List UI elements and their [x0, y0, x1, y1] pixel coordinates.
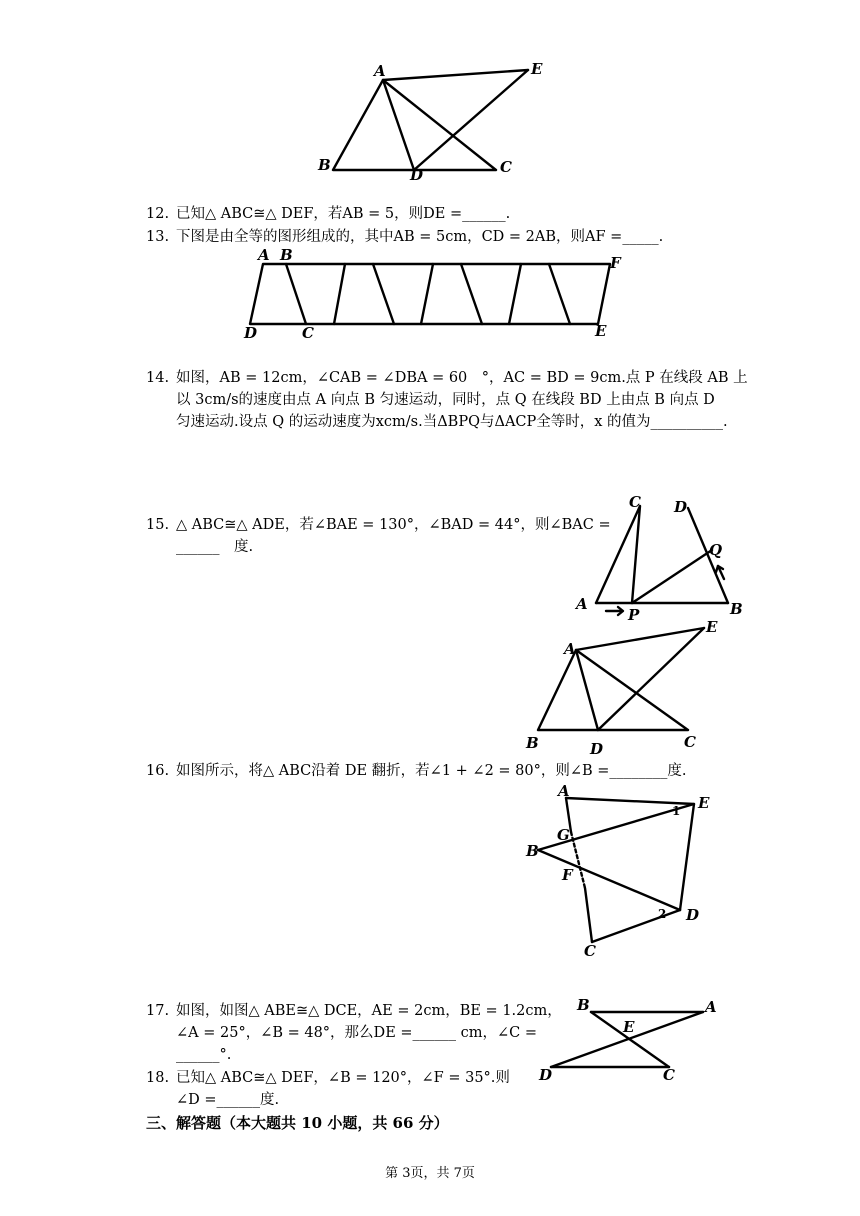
- label-e: E: [623, 1018, 635, 1036]
- page-footer: 第 3页，共 7页: [385, 1166, 475, 1181]
- label-d: D: [539, 1066, 553, 1084]
- question-text: 如图所示，将△ ABC沿着 DE 翻折，若∠1 + ∠2 = 80°，则∠B =________度.: [176, 763, 687, 779]
- segment-ed: [414, 70, 528, 170]
- figure-13-parallelograms: [240, 246, 621, 342]
- question-line: ______°.: [176, 1047, 232, 1063]
- question-text: 已知△ ABC≅△ DEF，若AB = 5，则DE =______.: [176, 206, 511, 222]
- label-d: D: [674, 498, 688, 516]
- question-number: 15.: [146, 517, 170, 533]
- question-line: △ ABC≅△ ADE，若∠BAE = 130°，∠BAD = 44°，则∠BAC =: [176, 517, 611, 533]
- label-d: D: [410, 166, 424, 184]
- figure-17: [535, 994, 725, 1086]
- dashed-gf: [571, 832, 585, 888]
- segment-ed: [680, 804, 694, 910]
- label-f: F: [610, 254, 621, 272]
- label-c: C: [302, 324, 314, 342]
- label-b: B: [526, 842, 539, 860]
- section-heading: 三、解答题（本大题共 10 小题，共 66 分）: [146, 1114, 449, 1132]
- question-13: [146, 226, 663, 248]
- figure-15: [520, 616, 725, 758]
- figure-16-fold: [520, 780, 720, 965]
- label-b: B: [318, 156, 331, 174]
- triangle-abc: [538, 650, 688, 730]
- label-c: C: [500, 158, 512, 176]
- label-d: D: [590, 740, 604, 758]
- question-number: 12.: [146, 206, 170, 222]
- label-e: E: [595, 322, 607, 340]
- segment-fc: [585, 888, 592, 942]
- label-e: E: [531, 60, 543, 78]
- label-a: A: [374, 62, 386, 80]
- label-a: A: [576, 595, 588, 613]
- label-q: Q: [709, 541, 723, 559]
- question-number: 16.: [146, 763, 170, 779]
- question-number: 17.: [146, 1003, 170, 1019]
- label-b: B: [730, 600, 743, 618]
- label-a: A: [258, 246, 270, 264]
- question-18: [146, 1067, 510, 1111]
- question-number: 18.: [146, 1070, 170, 1086]
- segment-ae: [383, 70, 528, 80]
- label-d: D: [244, 324, 258, 342]
- label-f: F: [562, 866, 573, 884]
- question-line: 匀速运动.设点 Q 的运动速度为xcm/s.当ΔBPQ与ΔACP全等时，x 的值为__________.: [176, 414, 728, 430]
- label-c: C: [663, 1066, 675, 1084]
- label-c: C: [684, 733, 696, 751]
- question-line: 如图，如图△ ABE≅△ DCE，AE = 2cm，BE = 1.2cm，: [176, 1003, 562, 1019]
- question-line: ______ 度.: [176, 539, 254, 555]
- label-b: B: [577, 996, 590, 1014]
- question-15: [146, 514, 611, 558]
- label-c: C: [629, 493, 641, 511]
- label-a: A: [705, 998, 717, 1016]
- label-a: A: [558, 782, 570, 800]
- label-b: B: [526, 734, 539, 752]
- question-number: 14.: [146, 370, 170, 386]
- label-p: P: [628, 606, 640, 624]
- label-angle-1: 1: [672, 804, 681, 818]
- question-text: 下图是由全等的图形组成的，其中AB = 5cm，CD = 2AB，则AF =_____.: [176, 229, 664, 245]
- question-line: ∠D =______度.: [176, 1092, 280, 1108]
- question-line: 已知△ ABC≅△ DEF，∠B = 120°，∠F = 35°.则: [176, 1070, 510, 1086]
- question-line: 以 3cm/s的速度由点 A 向点 B 匀速运动，同时，点 Q 在线段 BD 上由点 B 向点 D: [176, 392, 715, 408]
- label-b: B: [280, 246, 293, 264]
- label-a: A: [564, 640, 576, 658]
- question-12: [146, 203, 510, 225]
- question-line: ∠A = 25°，∠B = 48°，那么DE =______ cm，∠C =: [176, 1025, 538, 1041]
- label-c: C: [584, 942, 596, 960]
- label-d: D: [686, 906, 700, 924]
- question-16: [146, 760, 687, 782]
- question-17: [146, 1000, 562, 1066]
- question-number: 13.: [146, 229, 170, 245]
- question-14: [146, 367, 748, 433]
- triangle-abc: [333, 80, 496, 170]
- label-e: E: [698, 794, 710, 812]
- figure-top-triangles: [310, 58, 550, 188]
- label-g: G: [557, 826, 570, 844]
- label-e: E: [706, 618, 718, 636]
- label-angle-2: 2: [658, 907, 667, 921]
- segment-pq: [632, 550, 712, 603]
- question-line: 如图，AB = 12cm，∠CAB = ∠DBA = 60 °，AC = BD = 9cm.点 P 在线段 AB 上: [176, 370, 748, 386]
- segment-cd: [592, 910, 680, 942]
- segment-bd: [538, 850, 680, 910]
